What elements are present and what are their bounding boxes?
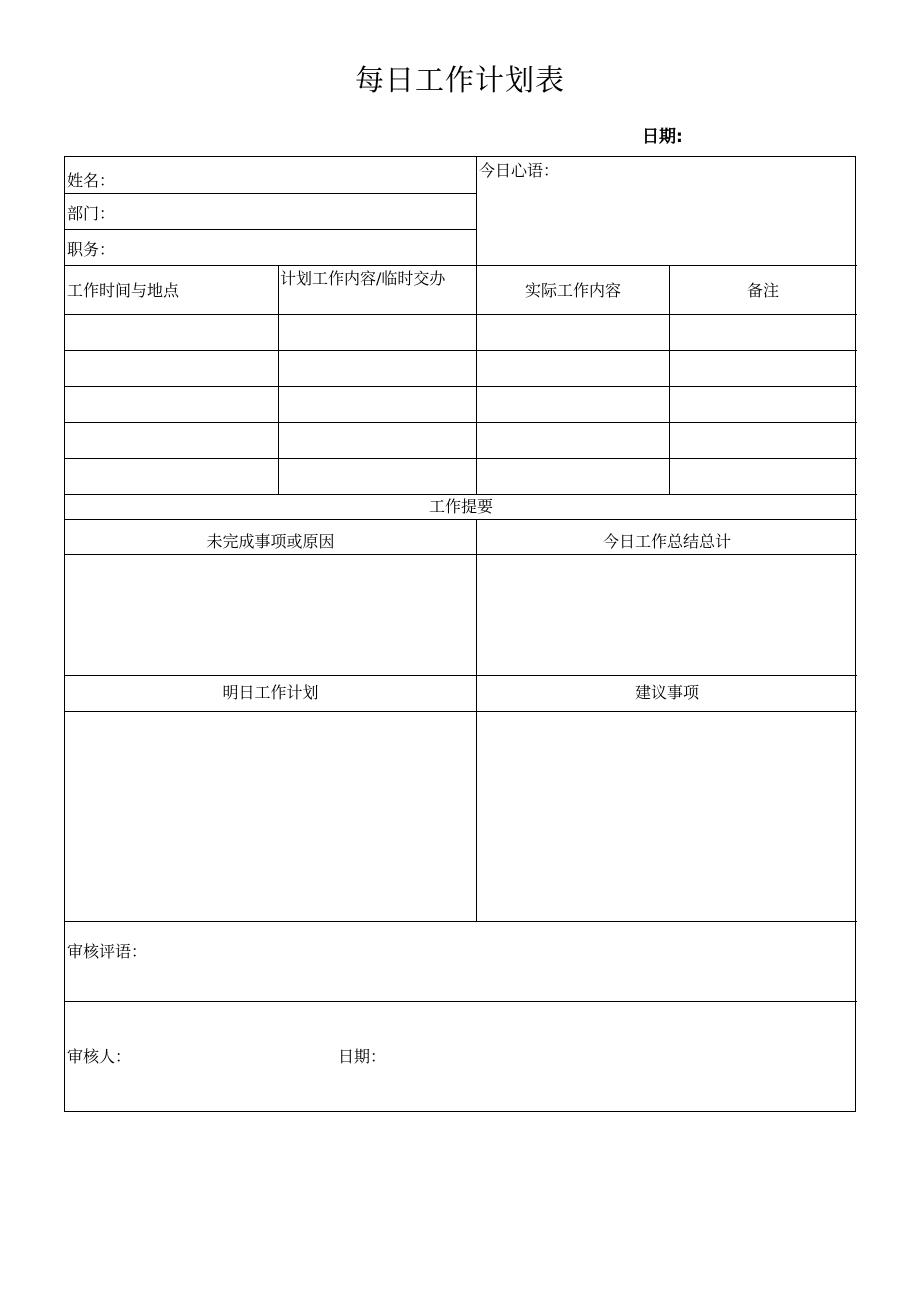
reviewer-label: 审核人： [67, 1047, 132, 1066]
grid-line [65, 494, 857, 495]
grid-line [65, 519, 857, 520]
grid-line [669, 265, 670, 494]
grid-line [65, 314, 857, 315]
grid-line [65, 711, 857, 712]
grid-line [476, 519, 477, 921]
grid-line [65, 458, 857, 459]
grid-line [65, 675, 857, 676]
position-label: 职务： [67, 240, 116, 259]
grid-line [65, 265, 857, 266]
tomorrow-plan-label: 明日工作计划 [222, 683, 319, 702]
grid-line [476, 157, 477, 494]
daily-plan-form [64, 156, 856, 1112]
department-label: 部门： [67, 204, 116, 223]
review-comments-label: 审核评语： [67, 942, 148, 961]
grid-line [65, 229, 476, 230]
grid-line [65, 554, 857, 555]
review-date-label: 日期： [338, 1047, 387, 1066]
header-date-label: 日期: [642, 127, 683, 147]
grid-line [65, 1001, 857, 1002]
today-summary-label: 今日工作总结总计 [602, 532, 731, 551]
grid-line [65, 921, 857, 922]
motto-label: 今日心语： [479, 161, 560, 180]
suggestions-label: 建议事项 [634, 683, 699, 702]
column-header-time-location: 工作时间与地点 [67, 281, 180, 300]
grid-line [65, 193, 476, 194]
section-title-work-summary: 工作提要 [428, 497, 493, 516]
grid-line [278, 265, 279, 494]
grid-line [65, 422, 857, 423]
page-title: 每日工作计划表 [354, 63, 565, 97]
column-header-notes: 备注 [746, 281, 779, 300]
name-label: 姓名： [67, 171, 116, 190]
grid-line [65, 350, 857, 351]
incomplete-items-label: 未完成事项或原因 [206, 532, 335, 551]
column-header-planned-content: 计划工作内容/临时交办 [280, 269, 446, 288]
grid-line [65, 386, 857, 387]
column-header-actual-content: 实际工作内容 [524, 281, 621, 300]
